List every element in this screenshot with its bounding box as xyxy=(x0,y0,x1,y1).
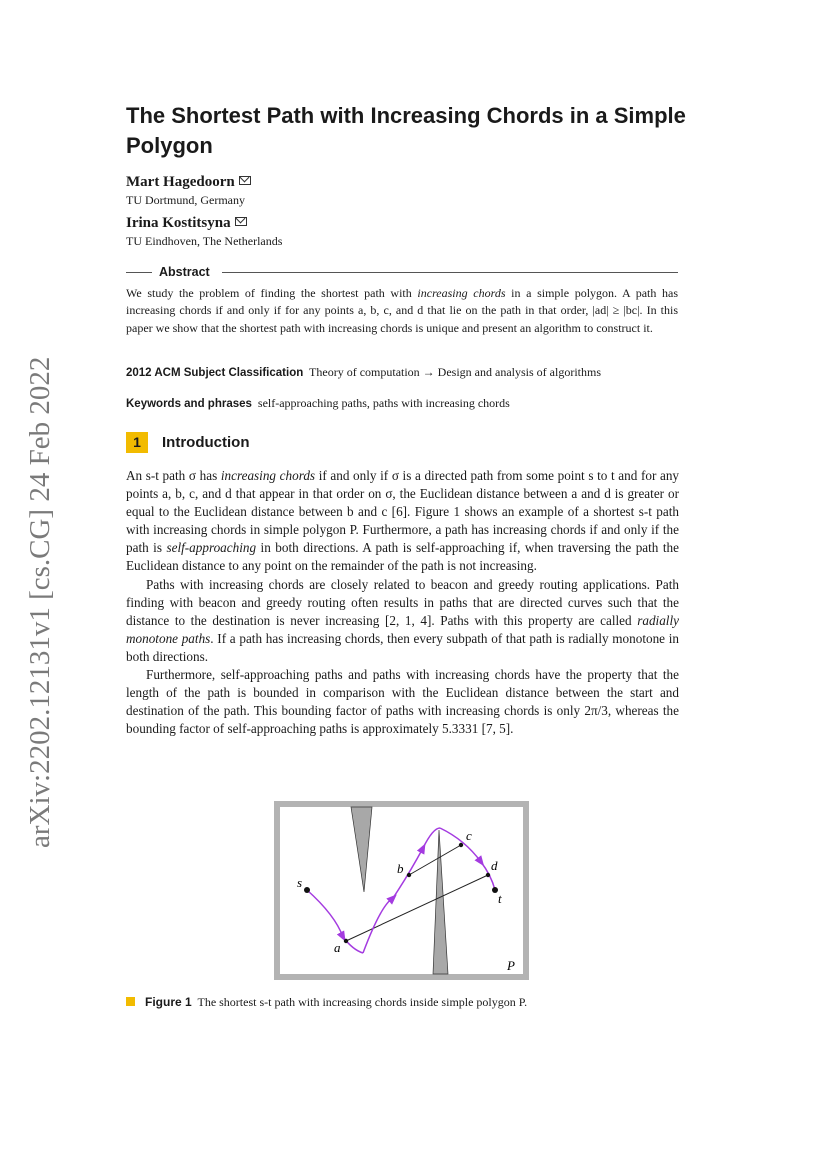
keywords-text: self-approaching paths, paths with increasing chords xyxy=(257,396,510,410)
point-a xyxy=(344,939,348,943)
figure-1 xyxy=(273,800,530,981)
acm-label: 2012 ACM Subject Classification xyxy=(126,367,304,379)
author-name: Mart Hagedoorn xyxy=(126,173,251,192)
point-c xyxy=(459,843,463,847)
label-s: s xyxy=(297,875,303,890)
label-c: c xyxy=(466,828,472,843)
keywords-label: Keywords and phrases xyxy=(126,398,252,410)
acm-classification xyxy=(126,364,686,381)
abstract-label: Abstract xyxy=(159,265,210,279)
caption-text: The shortest s-t path with increasing chords inside simple polygon P. xyxy=(197,995,528,1009)
abstract-heading xyxy=(126,264,678,280)
caption-label: Figure 1 xyxy=(145,995,192,1009)
author-block xyxy=(126,173,251,208)
label-P: P xyxy=(507,958,515,973)
paragraph: Paths with increasing chords are closely related to beacon and greedy routing applications. Path finding with beacon and greedy routing often results in paths that are directed curves such that the distance to the destination is never increasing [2, 1, 4]. Paths with this property are called radially monotone paths. If a path has increasing chords, then every subpath of that path is radially monotone in both directions. xyxy=(126,576,679,664)
author-affiliation: TU Eindhoven, The Netherlands xyxy=(126,234,283,248)
section-number: 1 xyxy=(126,432,148,453)
abstract-text: We study the problem of finding the shortest path with increasing chords in a simple polygon. A path has increasing chords if and only if for any points a, b, c, and d that lie on the path in that order, |ad| ≥ |bc|. In this paper we show that the shortest path with increasing chords is unique and present an algorithm to construct it. xyxy=(126,286,678,335)
polygon-figure xyxy=(273,800,530,981)
author-affiliation: TU Dortmund, Germany xyxy=(126,193,245,207)
point-b xyxy=(407,873,411,877)
acm-text: Theory of computation → Design and analysis of algorithms xyxy=(309,365,601,379)
section-title: Introduction xyxy=(162,434,250,451)
caption-marker xyxy=(126,997,135,1006)
section-heading xyxy=(126,432,249,454)
label-b: b xyxy=(397,861,404,876)
label-t: t xyxy=(498,891,502,906)
label-a: a xyxy=(334,940,341,955)
figure-caption xyxy=(126,994,686,1010)
author-block xyxy=(126,214,282,249)
paper-title: The Shortest Path with Increasing Chords in a Simple Polygon xyxy=(126,103,686,158)
polygon-interior xyxy=(280,807,523,974)
keywords xyxy=(126,395,686,412)
label-d: d xyxy=(491,858,498,873)
divider xyxy=(222,272,678,273)
divider xyxy=(126,272,152,273)
paragraph: An s-t path σ has increasing chords if and only if σ is a directed path from some point s to t and for any points a, b, c, and d that appear in that order on σ, the Euclidean distance between a and d is greater or equal to the Euclidean distance between b and c [6]. Figure 1 shows an example of a shortest s-t path with increasing chords in simple polygon P. Furthermore, a path has increasing chords if and only if the path is self-approaching in both directions. A path is self-approaching if, when traversing the path the Euclidean distance to any point on the remainder of the path is not increasing. xyxy=(126,468,680,574)
paragraph: Furthermore, self-approaching paths and paths with increasing chords have the property that the length of the path is bounded in comparison with the Euclidean distance between the start and destination of the path. This bounding factor of paths with increasing chords is only 2π/3, whereas the bounding factor of self-approaching paths is approximately 5.3331 [7, 5]. xyxy=(126,667,679,737)
arxiv-stamp: arXiv:2202.12131v1 [cs.CG] 24 Feb 2022 xyxy=(24,356,56,848)
point-d xyxy=(486,873,490,877)
point-s xyxy=(304,887,310,893)
email-icon[interactable] xyxy=(235,217,247,226)
body-text xyxy=(126,467,679,738)
email-icon[interactable] xyxy=(239,176,251,185)
author-name: Irina Kostitsyna xyxy=(126,214,282,233)
